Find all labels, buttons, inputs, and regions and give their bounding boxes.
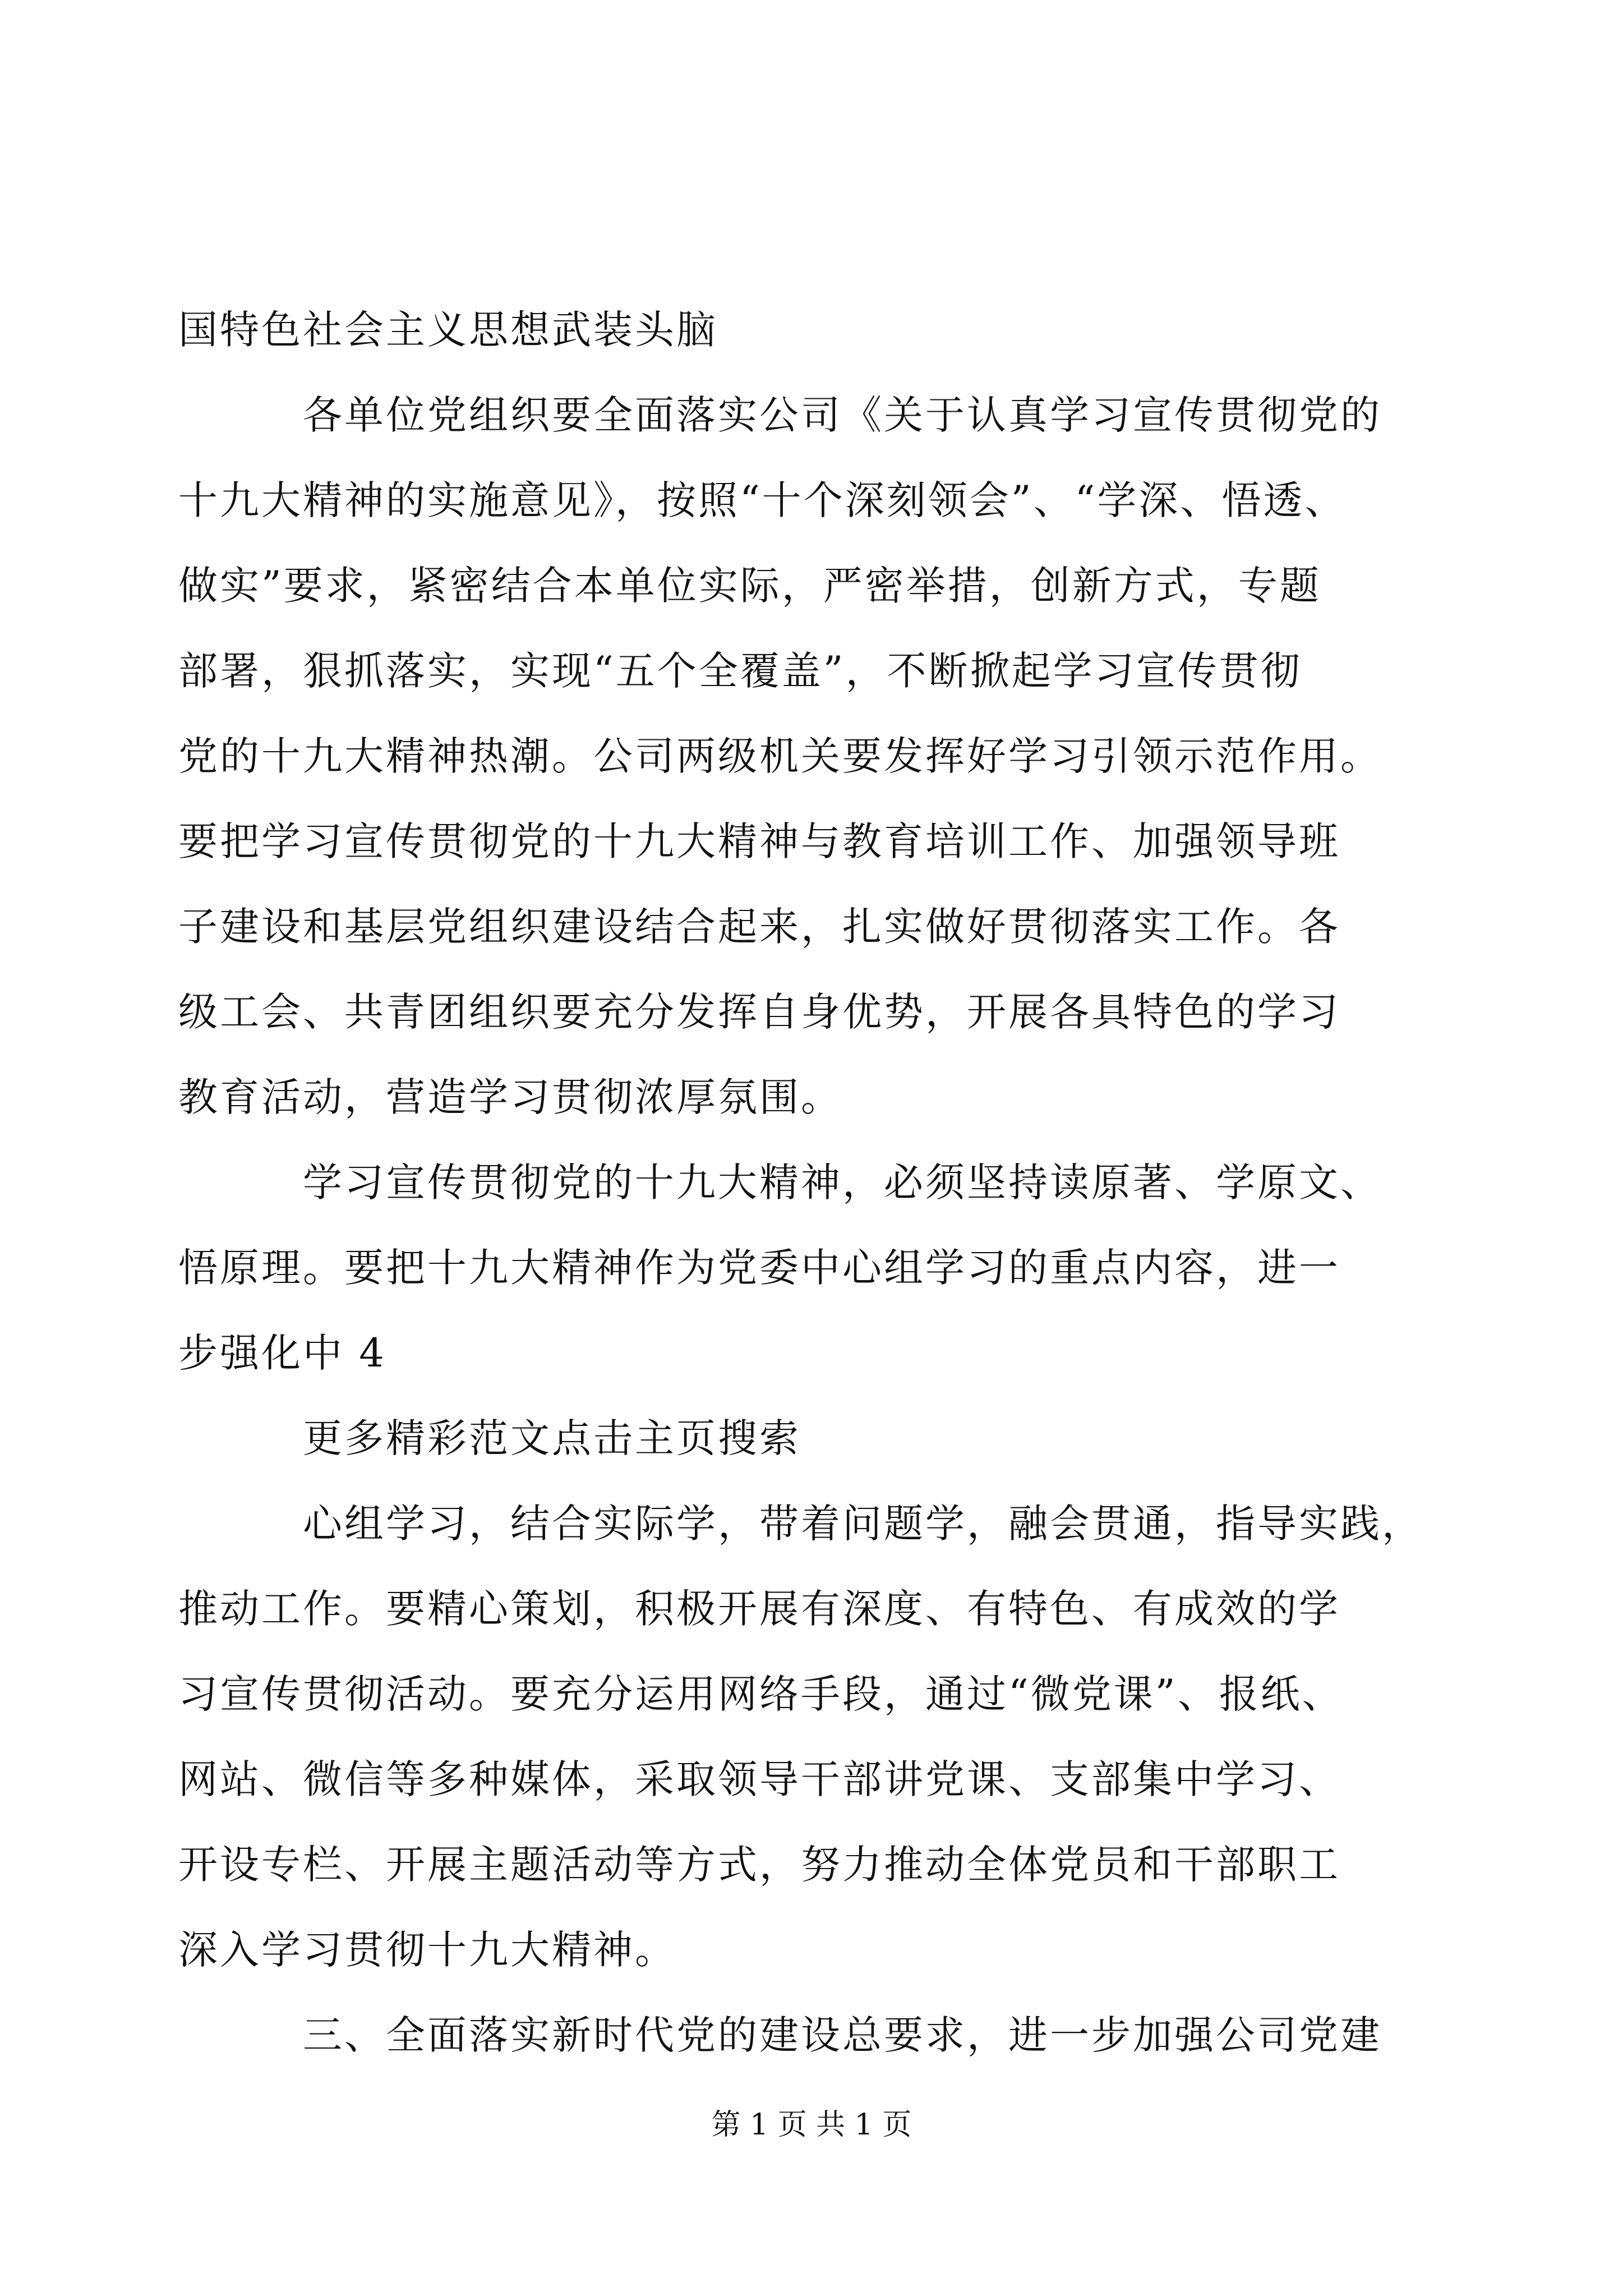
text-line: 心组学习，结合实际学，带着问题学，融会贯通，指导实践， — [303, 1501, 1423, 1547]
text-line: 网站、微信等多种媒体，采取领导干部讲党课、支部集中学习、 — [178, 1756, 1340, 1802]
text-line: 部署，狠抓落实，实现“五个全覆盖”，不断掀起学习宣传贯彻 — [178, 648, 1302, 694]
text-line: 习宣传贯彻活动。要充分运用网络手段，通过“微党课”、报纸、 — [178, 1671, 1344, 1717]
text-line: 子建设和基层党组织建设结合起来，扎实做好贯彻落实工作。各 — [178, 904, 1340, 950]
text-line: 更多精彩范文点击主页搜索 — [303, 1415, 801, 1461]
text-line: 教育活动，营造学习贯彻浓厚氛围。 — [178, 1074, 842, 1120]
text-line: 国特色社会主义思想武装头脑 — [178, 307, 718, 353]
text-line: 深入学习贯彻十九大精神。 — [178, 1927, 676, 1973]
text-line: 做实”要求，紧密结合本单位实际，严密举措，创新方式，专题 — [178, 563, 1321, 609]
text-line: 悟原理。要把十九大精神作为党委中心组学习的重点内容，进一 — [178, 1245, 1340, 1291]
text-line: 党的十九大精神热潮。公司两级机关要发挥好学习引领示范作用。 — [178, 733, 1382, 779]
text-line: 步强化中 4 — [178, 1330, 386, 1376]
text-line: 各单位党组织要全面落实公司《关于认真学习宣传贯彻党的 — [303, 392, 1382, 438]
text-line: 十九大精神的实施意见》，按照“十个深刻领会”、“学深、悟透、 — [178, 477, 1347, 523]
text-line: 开设专栏、开展主题活动等方式，努力推动全体党员和干部职工 — [178, 1842, 1340, 1888]
text-line: 三、全面落实新时代党的建设总要求，进一步加强公司党建 — [303, 2012, 1382, 2058]
text-line: 要把学习宣传贯彻党的十九大精神与教育培训工作、加强领导班 — [178, 818, 1340, 864]
text-line: 级工会、共青团组织要充分发挥自身优势，开展各具特色的学习 — [178, 989, 1340, 1035]
page-footer: 第 1 页 共 1 页 — [711, 2108, 912, 2142]
text-line: 推动工作。要精心策划，积极开展有深度、有特色、有成效的学 — [178, 1586, 1340, 1632]
text-line: 学习宣传贯彻党的十九大精神，必须坚持读原著、学原文、 — [303, 1159, 1382, 1205]
